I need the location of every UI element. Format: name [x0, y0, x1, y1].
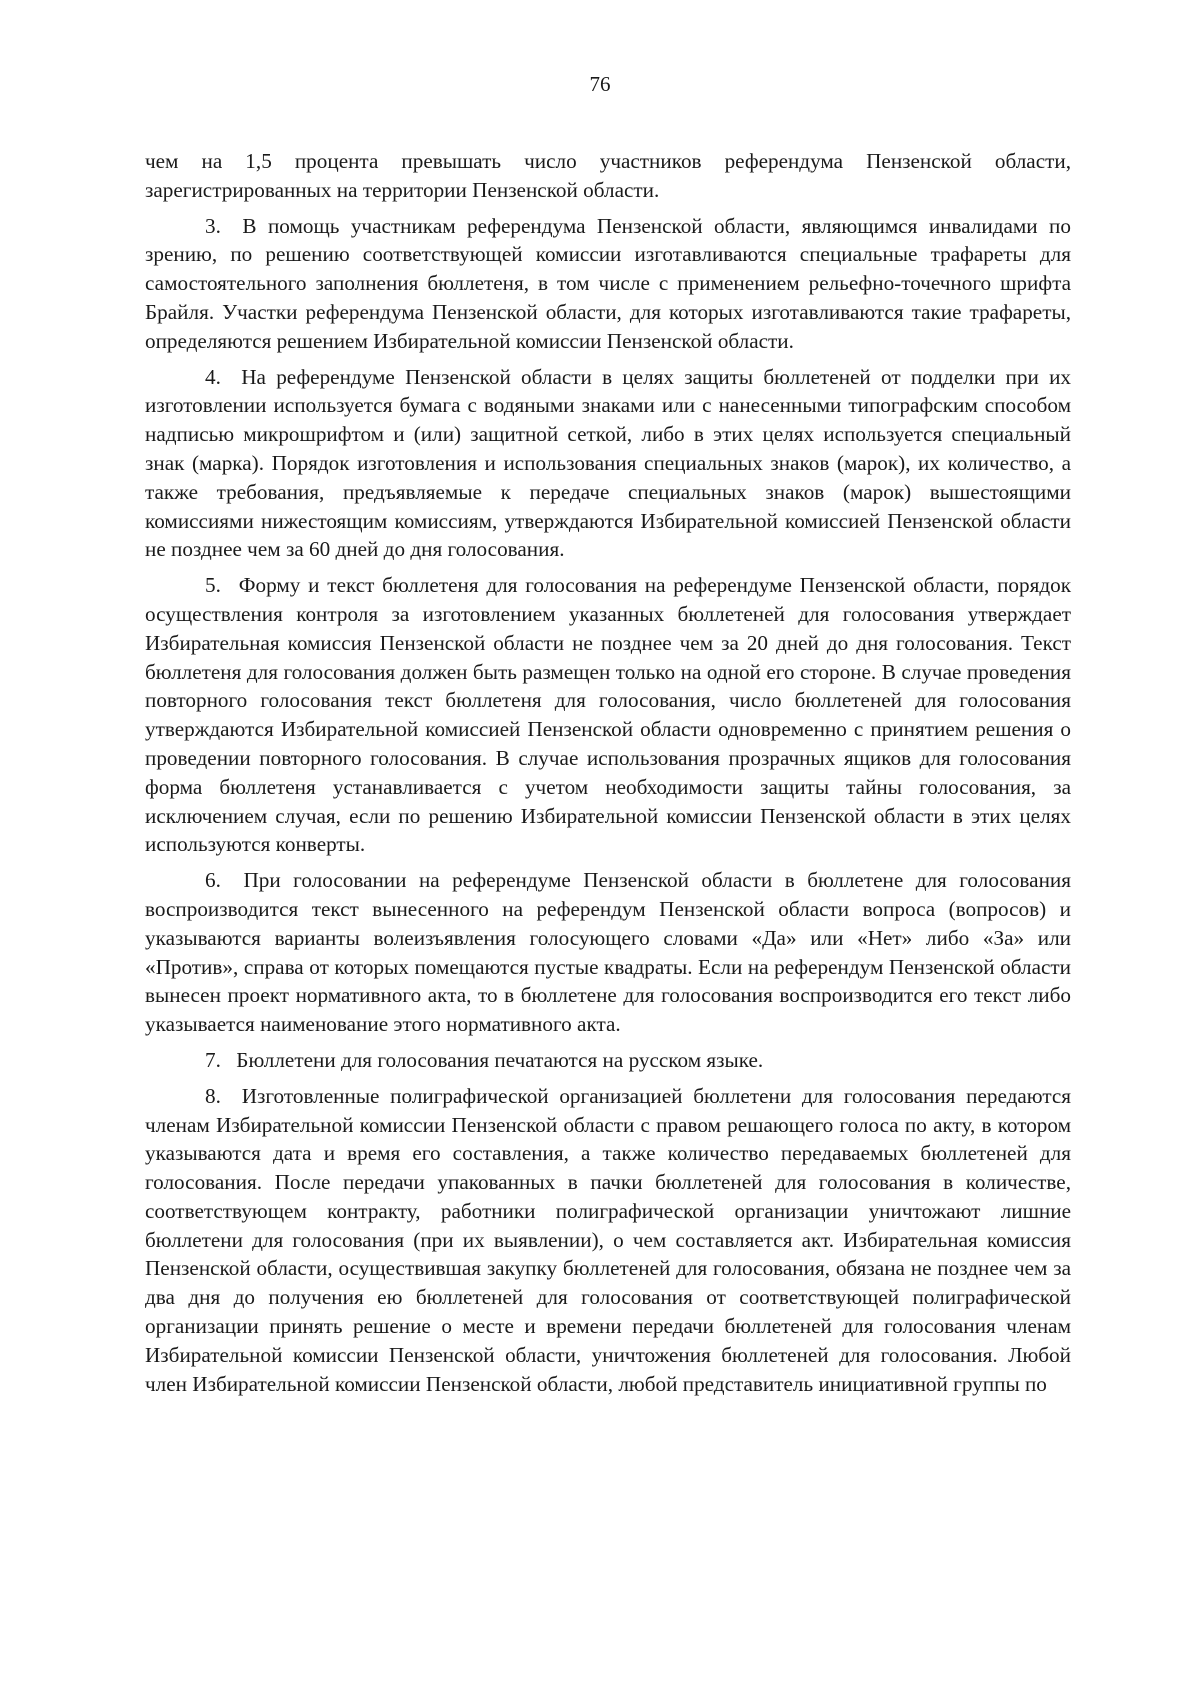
paragraph-text: Форму и текст бюллетеня для голосования на референдуме Пензенской области, порядок осуществления контроля за изготовлением указанных бюллетеней для голосования утверждает Избирательная комиссия Пензенской области не позднее чем за 20 дней до дня голосования. Текст бюллетеня для голосования должен быть размещен только на одной его стороне. В случае проведения повторного голосования текст бюллетеня для голосования, число бюллетеней для голосования утверждаются Избирательной комиссией Пензенской области одновременно с принятием решения о проведении повторного голосования. В случае использования прозрачных ящиков для голосования форма бюллетеня устанавливается с учетом необходимости защиты тайны голосования, за исключением случая, если по решению Избирательной комиссии Пензенской области в этих целях используются конверты. — [145, 573, 1072, 857]
paragraph-continuation — [145, 147, 1071, 205]
paragraph-item-6 — [145, 866, 1071, 1039]
paragraph-number: 5. — [205, 573, 221, 598]
paragraph-item-8 — [145, 1082, 1071, 1399]
paragraph-text: Бюллетени для голосования печатаются на русском языке. — [236, 1047, 764, 1072]
document-body — [145, 147, 1071, 1405]
page-number: 76 — [589, 72, 611, 96]
paragraph-text: На референдуме Пензенской области в целях защиты бюллетеней от подделки при их изготовлении используется бумага с водяными знаками или с нанесенными типографским способом надписью микрошрифтом и (или) защитной сеткой, либо в этих целях используется специальный знак (марка). Порядок изготовления и использования специальных знаков (марок), их количество, а также требования, предъявляемые к передаче специальных знаков (марок) вышестоящими комиссиями нижестоящим комиссиям, утверждаются Избирательной комиссией Пензенской области не позднее чем за 60 дней до дня голосования. — [145, 364, 1072, 562]
paragraph-text: В помощь участникам референдума Пензенской области, являющимся инвалидами по зрению, по решению соответствующей комиссии изготавливаются специальные трафареты для самостоятельного заполнения бюллетеня, в том числе с применением рельефно-точечного шрифта Брайля. Участки референдума Пензенской области, для которых изготавливаются такие трафареты, определяются решением Избирательной комиссии Пензенской области. — [145, 213, 1071, 353]
paragraph-number: 8. — [205, 1083, 221, 1108]
paragraph-number: 3. — [205, 213, 221, 238]
paragraph-number: 4. — [205, 364, 221, 389]
paragraph-item-3 — [145, 212, 1071, 356]
paragraph-number: 7. — [205, 1047, 221, 1072]
paragraph-text: При голосовании на референдуме Пензенской области в бюллетене для голосования воспроизводится текст вынесенного на референдум Пензенской области вопроса (вопросов) и указываются варианты волеизъявления голосующего словами «Да» или «Нет» либо «За» или «Против», справа от которых помещаются пустые квадраты. Если на референдум Пензенской области вынесен проект нормативного акта, то в бюллетене для голосования воспроизводится его текст либо указывается наименование этого нормативного акта. — [145, 868, 1071, 1037]
paragraph-item-7 — [145, 1046, 1071, 1075]
paragraph-item-5 — [145, 571, 1071, 859]
paragraph-text: Изготовленные полиграфической организацией бюллетени для голосования передаются членам Избирательной комиссии Пензенской области с правом решающего голоса по акту, в котором указываются дата и время его составления, а также количество передаваемых бюллетеней для голосования. После передачи упакованных в пачки бюллетеней для голосования в количестве, соответствующем контракту, работники полиграфической организации уничтожают лишние бюллетени для голосования (при их выявлении), о чем составляется акт. Избирательная комиссия Пензенской области, осуществившая закупку бюллетеней для голосования, обязана не позднее чем за два дня до получения ею бюллетеней для голосования от соответствующей полиграфической организации принять решение о месте и времени передачи бюллетеней для голосования членам Избирательной комиссии Пензенской области, уничтожения бюллетеней для голосования. Любой член Избирательной комиссии Пензенской области, любой представитель инициативной группы по — [145, 1083, 1071, 1396]
paragraph-item-4 — [145, 363, 1071, 565]
paragraph-number: 6. — [205, 868, 221, 893]
paragraph-text: чем на 1,5 процента превышать число участников референдума Пензенской области, зарегистрированных на территории Пензенской области. — [145, 149, 1071, 202]
